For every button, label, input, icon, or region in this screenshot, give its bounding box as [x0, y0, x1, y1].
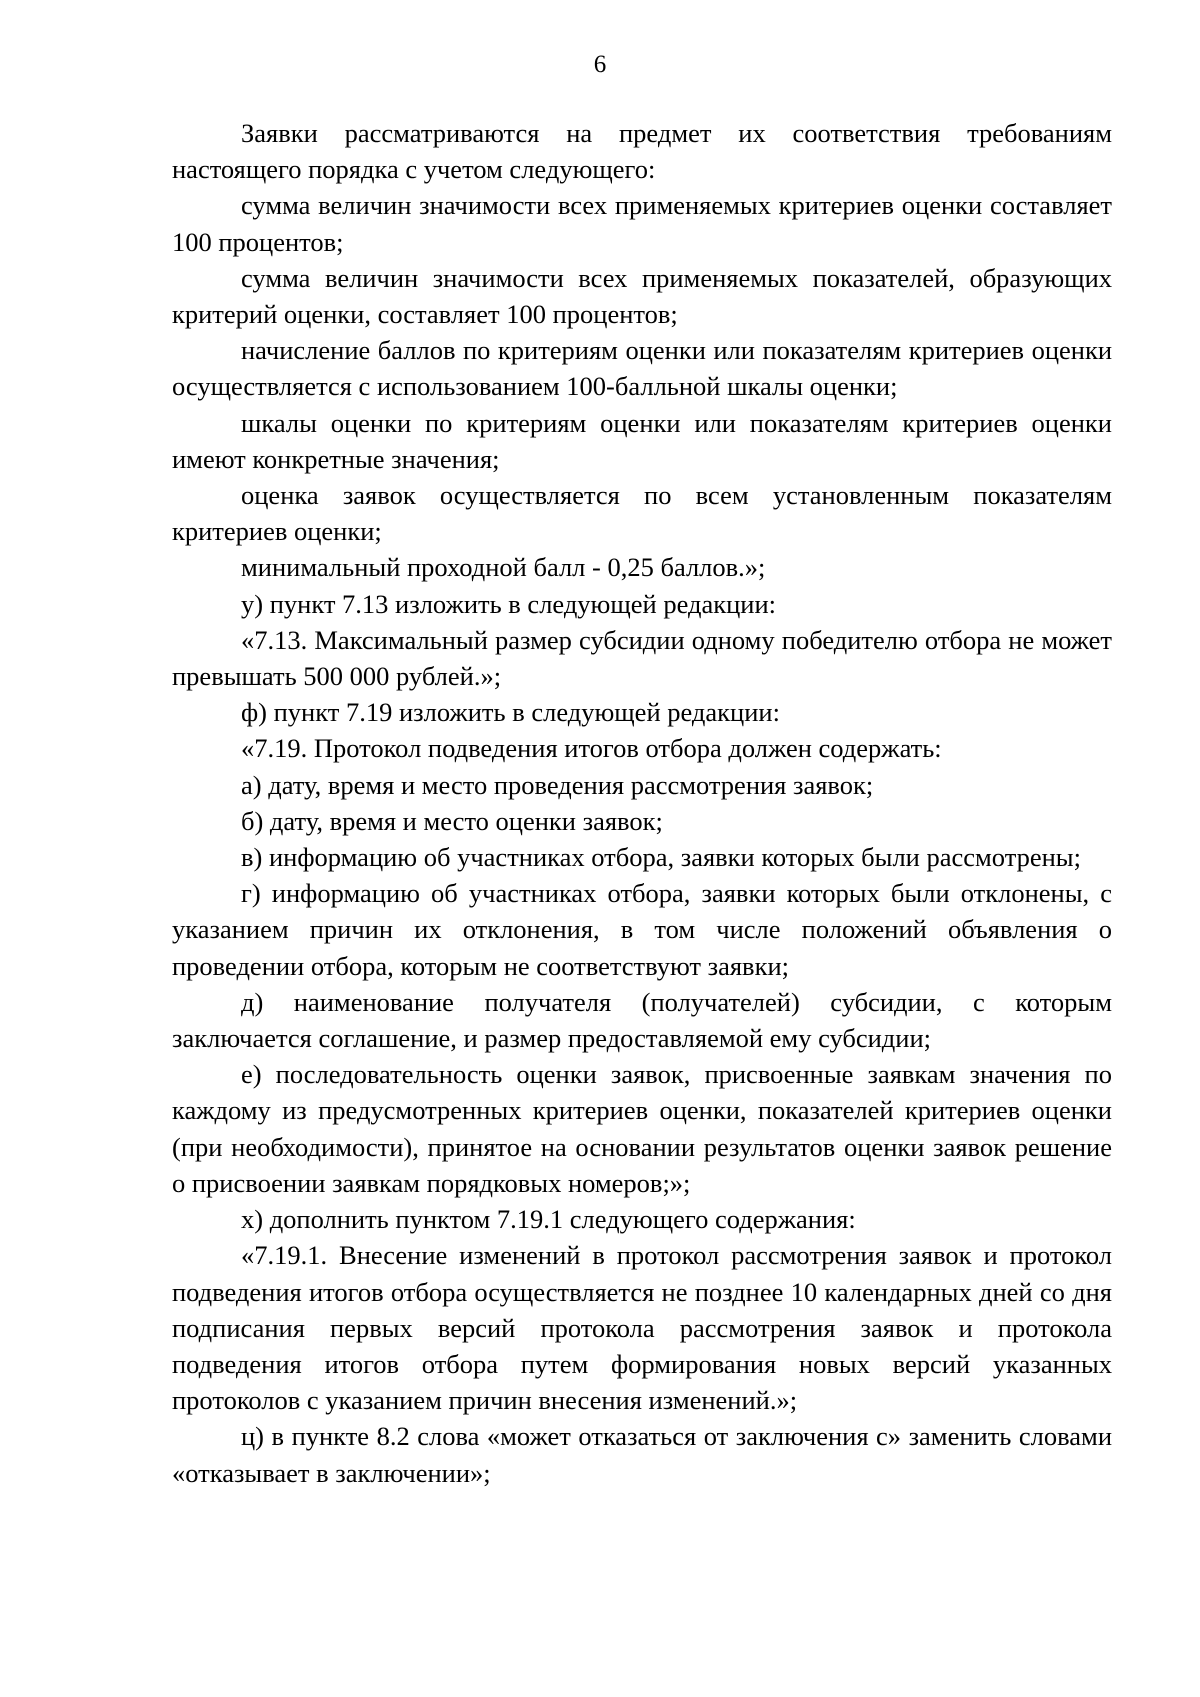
list-item: е) последовательность оценки заявок, присвоенные заявкам значения по каждому из предусмотренных критериев оценки, показателей критериев оценки (при необходимости), принятое на основании результатов оценки заявок решение о присвоении заявкам порядковых номеров;»;: [172, 1059, 1112, 1198]
list-item: г) информацию об участниках отбора, заявки которых были отклонены, с указанием причин их отклонения, в том числе положений объявления о проведении отбора, которым не соответствуют заявки;: [172, 878, 1112, 981]
paragraph: ф) пункт 7.19 изложить в следующей редакции:: [241, 697, 780, 728]
paragraph: оценка заявок осуществляется по всем установленным показателям критериев оценки;: [172, 480, 1112, 547]
list-item: д) наименование получателя (получателей) субсидии, с которым заключается соглашение, и размер предоставляемой ему субсидии;: [172, 986, 1112, 1054]
paragraph: сумма величин значимости всех применяемых показателей, образующих критерий оценки, составляет 100 процентов;: [172, 262, 1112, 330]
paragraph: «7.13. Максимальный размер субсидии одному победителю отбора не может превышать 500 000 рублей.»;: [172, 624, 1112, 692]
paragraph: начисление баллов по критериям оценки или показателям критериев оценки осуществляется с использованием 100-балльной шкалы оценки;: [172, 335, 1112, 402]
page-number: 6: [593, 51, 607, 78]
paragraph: х) дополнить пунктом 7.19.1 следующего содержания:: [241, 1204, 856, 1235]
paragraph: ц) в пункте 8.2 слова «может отказаться от заключения с» заменить словами «отказывает в заключении»;: [172, 1421, 1112, 1488]
paragraph: «7.19.1. Внесение изменений в протокол рассмотрения заявок и протокол подведения итогов отбора осуществляется не позднее 10 календарных дней со дня подписания первых версий протокола рассмотрения заявок и протокола подведения итогов отбора путем формирования новых версий указанных протоколов с указанием причин внесения изменений.»;: [172, 1240, 1112, 1416]
list-item: б) дату, время и место оценки заявок;: [241, 805, 663, 836]
paragraph: «7.19. Протокол подведения итогов отбора должен содержать:: [241, 733, 942, 764]
paragraph: сумма величин значимости всех применяемых критериев оценки составляет 100 процентов;: [172, 190, 1112, 257]
list-item: а) дату, время и место проведения рассмотрения заявок;: [241, 769, 874, 800]
paragraph: Заявки рассматриваются на предмет их соответствия требованиям настоящего порядка с учетом следующего:: [172, 118, 1112, 185]
paragraph: минимальный проходной балл - 0,25 баллов.»;: [241, 552, 766, 583]
document-body: [172, 115, 1112, 1491]
list-item: в) информацию об участниках отбора, заявки которых были рассмотрены;: [241, 842, 1081, 873]
paragraph: у) пункт 7.13 изложить в следующей редакции:: [241, 588, 777, 619]
paragraph: шкалы оценки по критериям оценки или показателям критериев оценки имеют конкретные значения;: [172, 407, 1112, 474]
